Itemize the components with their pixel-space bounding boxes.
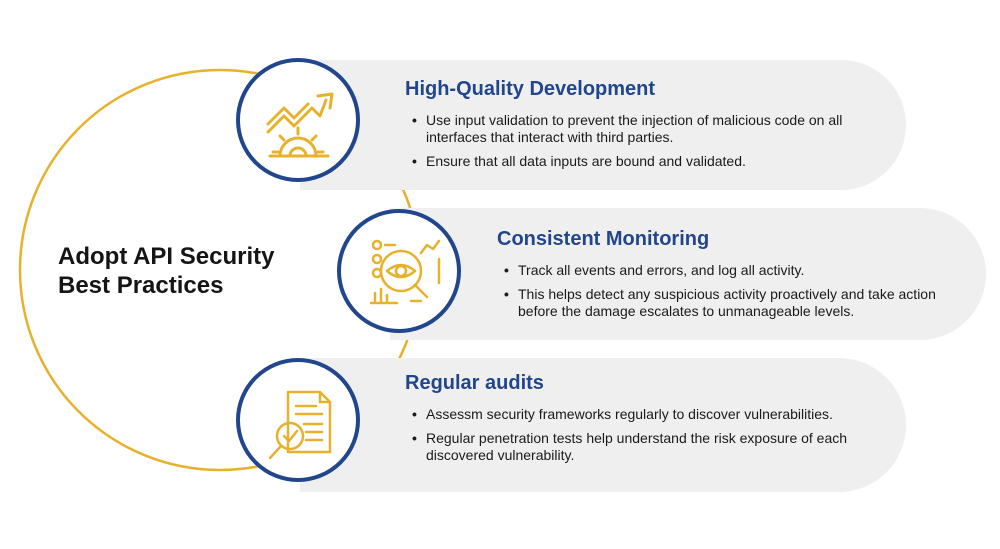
- bullet-list: [504, 262, 974, 327]
- icon-circle-monitoring: [337, 209, 461, 333]
- icon-circle-development: [236, 58, 360, 182]
- bullet-item: • Use input validation to prevent the injection of malicious code on all interfaces that interact with third parties.: [412, 112, 892, 146]
- bullet-item: • Assessm security frameworks regularly to discover vulnerabilities.: [412, 406, 892, 423]
- icon-circle-audits: [236, 358, 360, 482]
- bullet-list: [412, 112, 892, 177]
- main-title: Adopt API Security Best Practices: [58, 243, 275, 299]
- bullet-item: • Ensure that all data inputs are bound and validated.: [412, 153, 892, 170]
- monitoring-eye-icon: [341, 213, 457, 329]
- audit-document-icon: [240, 362, 356, 478]
- section-title: Regular audits: [405, 372, 544, 394]
- bullet-item: • Regular penetration tests help understand the risk exposure of each discovered vulnerability.: [412, 430, 892, 464]
- section-title: Consistent Monitoring: [497, 228, 710, 250]
- bullet-item: • Track all events and errors, and log all activity.: [504, 262, 974, 279]
- bullet-list: [412, 406, 892, 471]
- section-title: High-Quality Development: [405, 78, 656, 100]
- growth-gear-icon: [240, 62, 356, 178]
- bullet-item: • This helps detect any suspicious activity proactively and take action before the damage escalates to unmanageable levels.: [504, 286, 974, 320]
